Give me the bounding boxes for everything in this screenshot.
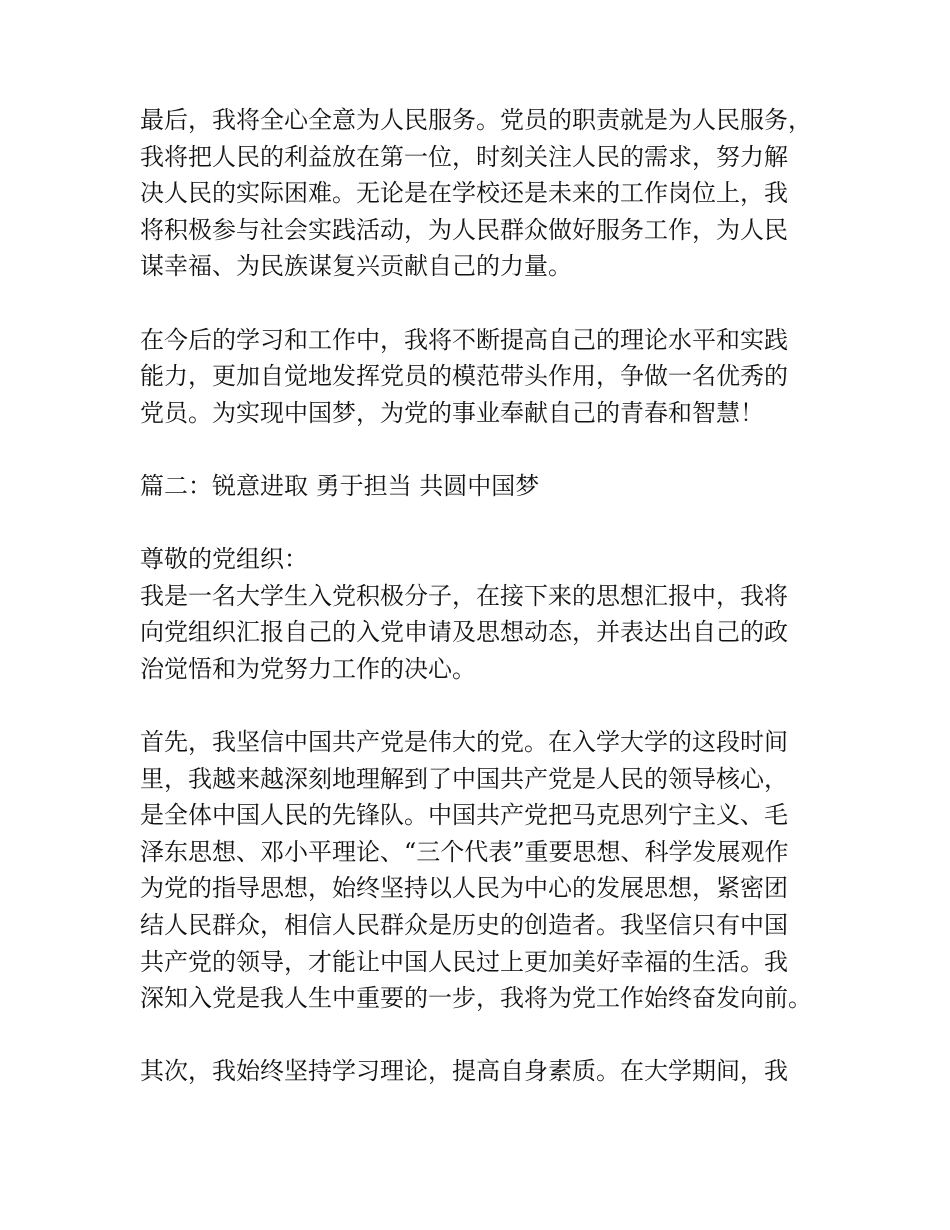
text-line: 党员。为实现中国梦，为党的事业奉献自己的青春和智慧！ <box>140 398 764 427</box>
text-line: 决人民的实际困难。无论是在学校还是未来的工作岗位上，我 <box>140 179 788 208</box>
text-line: 里，我越来越深刻地理解到了中国共产党是人民的领导核心， <box>140 764 788 793</box>
text-line: 泽东思想、邓小平理论、“三个代表”重要思想、科学发展观作 <box>140 837 789 866</box>
text-line: 我将把人民的利益放在第一位，时刻关注人民的需求，努力解 <box>140 142 788 171</box>
text-line: 将积极参与社会实践活动，为人民群众做好服务工作，为人民 <box>140 215 788 244</box>
text-line: 能力，更加自觉地发挥党员的模范带头作用，争做一名优秀的 <box>140 362 788 391</box>
paragraph-gap <box>140 431 830 468</box>
text-line: 首先，我坚信中国共产党是伟大的党。在入学大学的这段时间 <box>140 728 788 757</box>
document-body <box>140 102 830 1090</box>
text-line: 尊敬的党组织： <box>140 545 308 574</box>
text-line: 共产党的领导，才能让中国人民过上更加美好幸福的生活。我 <box>140 947 788 976</box>
paragraph-gap <box>140 285 830 322</box>
text-line: 是全体中国人民的先锋队。中国共产党把马克思列宁主义、毛 <box>140 801 788 830</box>
paragraph-gap <box>140 505 830 542</box>
text-line: 为党的指导思想，始终坚持以人民为中心的发展思想，紧密团 <box>140 874 788 903</box>
paragraph-gap <box>140 1017 830 1054</box>
text-line: 最后，我将全心全意为人民服务。党员的职责就是为人民服务， <box>140 106 812 134</box>
text-line: 结人民群众，相信人民群众是历史的创造者。我坚信只有中国 <box>140 911 788 940</box>
text-line: 其次，我始终坚持学习理论，提高自身素质。在大学期间，我 <box>140 1057 788 1086</box>
text-line: 谋幸福、为民族谋复兴贡献自己的力量。 <box>140 252 572 281</box>
text-line: 篇二：锐意进取 勇于担当 共圆中国梦 <box>140 471 540 500</box>
text-line: 深知入党是我人生中重要的一步，我将为党工作始终奋发向前。 <box>140 984 812 1013</box>
text-line: 我是一名大学生入党积极分子，在接下来的思想汇报中，我将 <box>140 581 788 610</box>
text-line: 在今后的学习和工作中，我将不断提高自己的理论水平和实践 <box>140 325 788 354</box>
paragraph-gap <box>140 688 830 725</box>
text-line: 治觉悟和为党努力工作的决心。 <box>140 654 476 683</box>
text-line: 向党组织汇报自己的入党申请及思想动态，并表达出自己的政 <box>140 618 788 647</box>
